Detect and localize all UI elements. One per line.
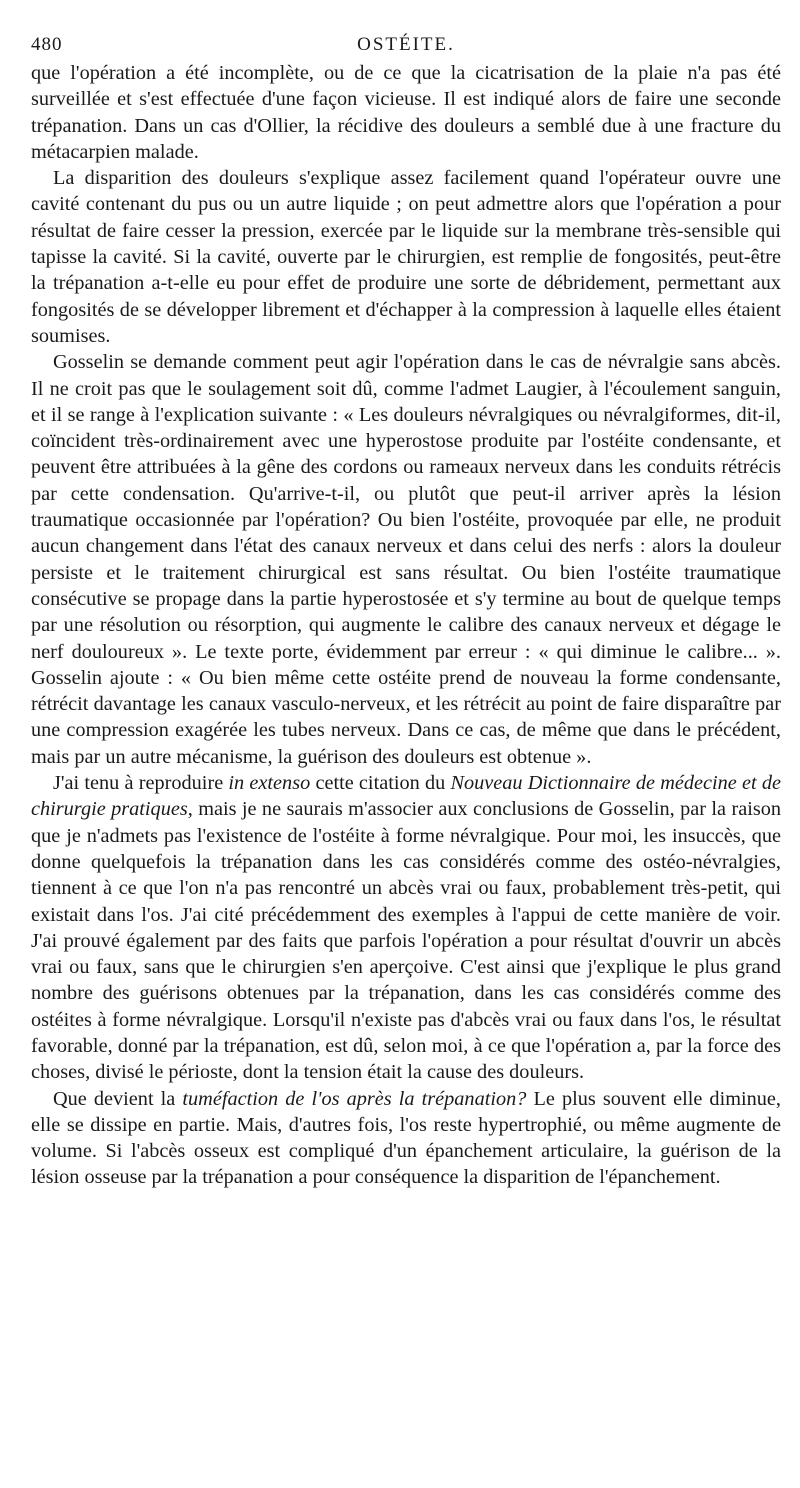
paragraph [31,165,781,349]
paragraph-text: J'ai tenu à reproduire [53,772,229,795]
paragraph-text: La disparition des douleurs s'explique assez facilement quand l'opérateur ouvre une cavité contenant du pus ou un autre liquide ; on peut admettre alors que l'opération a pour résultat de faire cesser la pression, exercée par le liquide sur la membrane très-sensible qui tapisse la cavité. Si la cavité, ouverte par le chirurgien, est remplie de fongosités, peut-être la trépanation a-t-elle eu pour effet de produire une sorte de débridement, permettant aux fongosités de se développer librement et d'échapper à la compression à laquelle elles étaient soumises. [31,167,781,347]
paragraph-text: Que devient la [53,1087,183,1110]
page-header [31,30,781,60]
italic-text: tuméfaction de l'os après la trépanation? [182,1087,527,1110]
italic-text: Nouveau Dictionnaire de médecine et de chirurgie pratiques [31,772,781,821]
paragraph-text: cette citation du [310,772,451,795]
paragraph [31,1086,781,1191]
paragraph [31,60,781,165]
running-head: OSTÉITE. [357,34,455,55]
paragraph-text: Gosselin se demande comment peut agir l'opération dans le cas de névralgie sans abcès. Il ne croit pas que le soulagement soit dû, comme l'admet Laugier, à l'écoulement sanguin, et il se range à l'explication suivante : « Les douleurs névralgiques ou névralgiformes, dit-il, coïncident très-ordinairement avec une hyperostose produite par l'ostéite condensante, et peuvent être attribuées à la gêne des cordons ou rameaux nerveux dans les conduits rétrécis par cette condensation. Qu'arrive-t-il, ou plutôt que peut-il arriver après la lésion traumatique occasionnée par l'opération? Ou bien l'ostéite, provoquée par elle, ne produit aucun changement dans l'état des canaux nerveux et dans celui des nerfs : alors la douleur persiste et le traitement chirurgical est sans résultat. Ou bien l'ostéite traumatique consécutive se propage dans la partie hyperostosée et s'y termine au bout de quelque temps par une résolution ou résorption, qui augmente le calibre des canaux nerveux et dégage le nerf douloureux ». Le texte porte, évidemment par erreur : « qui diminue le calibre... ». Gosselin ajoute : « Ou bien même cette ostéite prend de nouveau la forme condensante, rétrécit davantage les canaux vasculo-nerveux, et les rétrécit au point de faire disparaître par une compression exagérée les tubes nerveux. Dans ce cas, de même que dans le précédent, mais par un autre mécanisme, la guérison des douleurs est obtenue ». [31,351,781,768]
document-page [31,30,781,1191]
paragraph-text: que l'opération a été incomplète, ou de ce que la cicatrisation de la plaie n'a pas été surveillée et s'est effectuée d'une façon vicieuse. Il est indiqué alors de faire une seconde trépanation. Dans un cas d'Ollier, la récidive des douleurs a semblé due à une fracture du métacarpien malade. [31,62,781,163]
paragraph-text: , mais je ne saurais m'associer aux conclusions de Gosselin, par la raison que je n'admets pas l'existence de l'ostéite à forme névralgique. Pour moi, les insuccès, que donne quelquefois la trépanation dans les cas considérés comme des ostéo-névralgies, tiennent à ce que l'on n'a pas rencontré un abcès vrai ou faux, probablement très-petit, qui existait dans l'os. J'ai cité précédemment des exemples à l'appui de cette manière de voir. J'ai prouvé également par des faits que parfois l'opération a pour résultat d'ouvrir un abcès vrai ou faux, sans que le chirurgien s'en aperçoive. C'est ainsi que j'explique le plus grand nombre des guérisons obtenues par la trépanation, dans les cas considérés comme des ostéites à forme névralgique. Lorsqu'il n'existe pas d'abcès vrai ou faux dans l'os, le résultat favorable, donné par la trépanation, est dû, selon moi, à ce que l'opération a, par la force des choses, divisé le périoste, dont la tension était la cause des douleurs. [31,798,782,1084]
page-number: 480 [31,34,63,55]
paragraph [31,770,781,1086]
italic-text: in extenso [228,772,311,795]
paragraph [31,349,781,770]
paragraph-text: Le plus souvent elle diminue, elle se dissipe en partie. Mais, d'autres fois, l'os reste hypertrophié, ou même augmente de volume. Si l'abcès osseux est compliqué d'un épanchement articulaire, la guérison de la lésion osseuse par la trépanation a pour conséquence la disparition de l'épanchement. [31,1087,781,1189]
body-text [31,60,781,1191]
